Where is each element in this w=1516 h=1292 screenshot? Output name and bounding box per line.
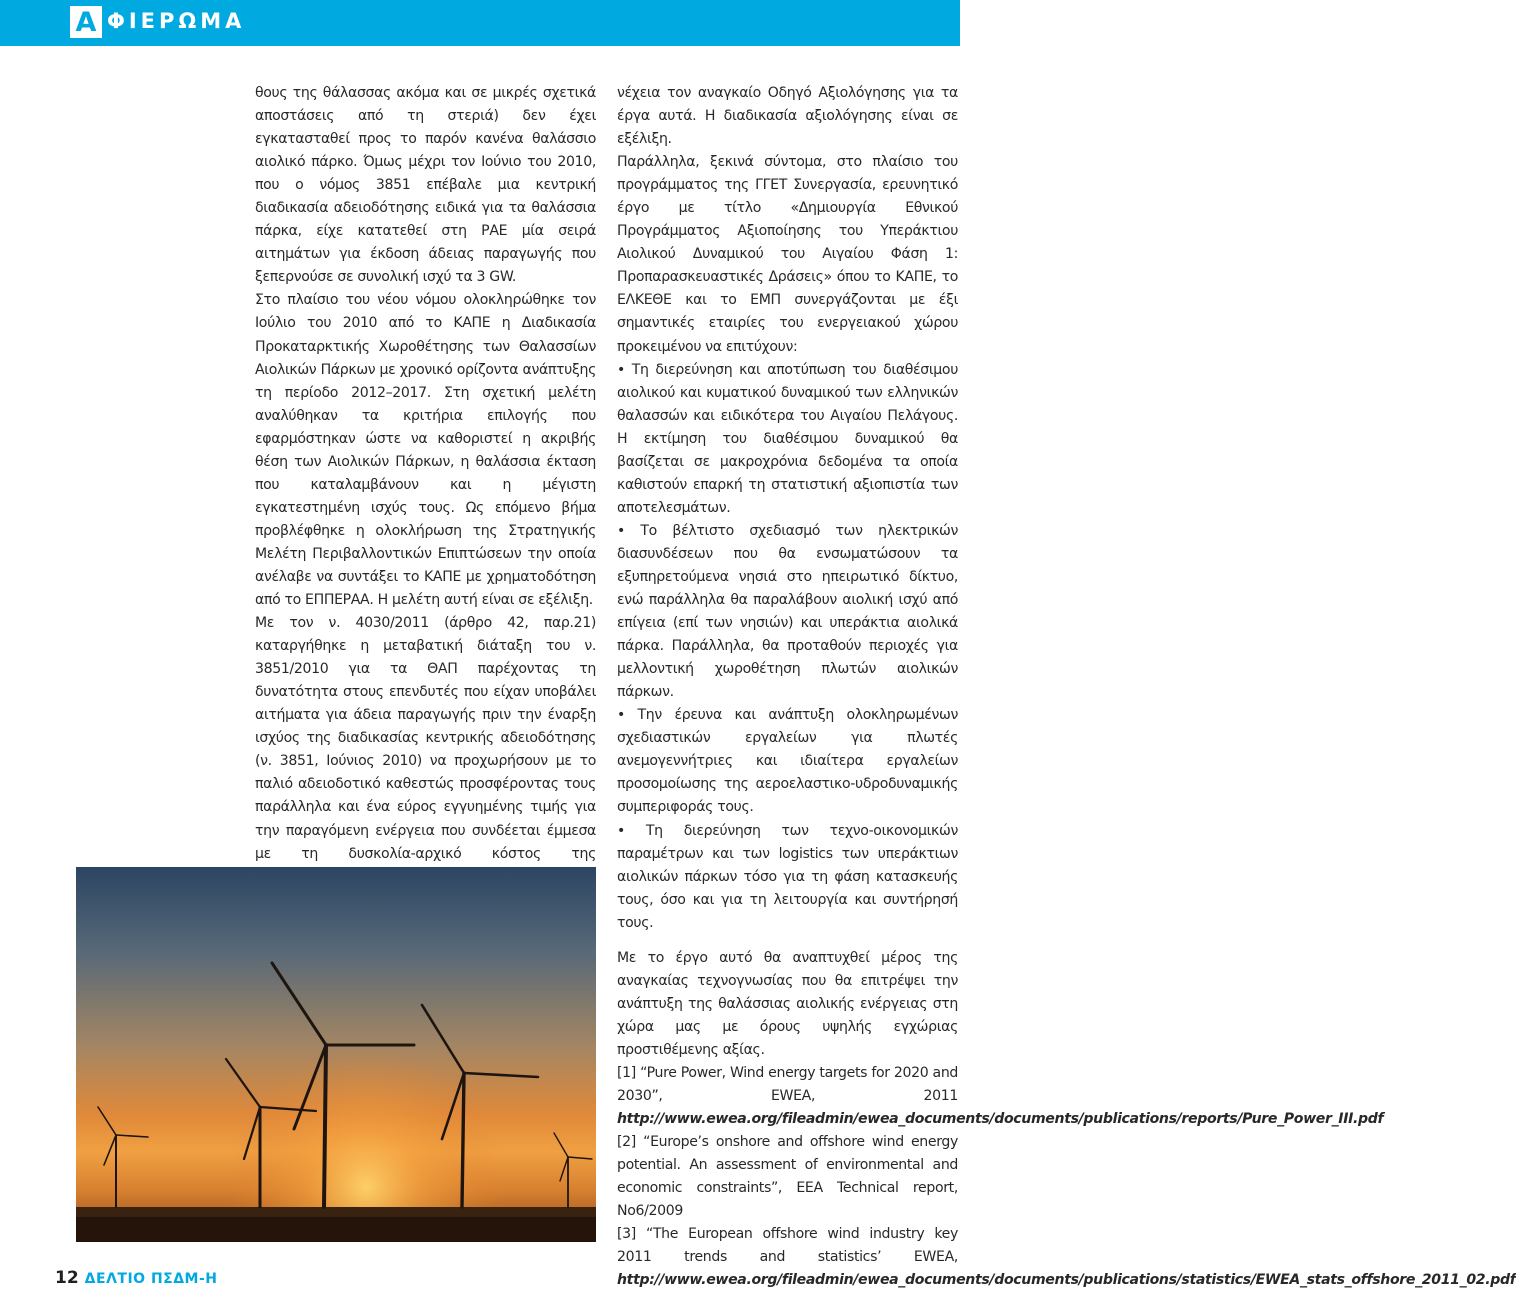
paragraph: Στο πλαίσιο του νέου νόμου ολοκληρώθηκε τον Ιούλιο του 2010 από το ΚΑΠΕ η Διαδικασία Προκαταρκτικής Χωροθέτησης των Θαλασσίων Αιολικών Πάρκων με χρονικό ορίζοντα ανάπτυξης τη περίοδο 2012–2017. Στη σχετική μελέτη αναλύθηκαν τα κριτήρια επιλογής που εφαρμόστηκαν ώστε να καθοριστεί η ακριβής θέση των Αιολικών Πάρκων, η θαλάσσια έκταση που καταλαμβάνουν και η μέγιστη εγκατεστημένη ισχύς τους. Ως επόμενο βήμα προβλέφθηκε η ολοκλήρωση της Στρατηγικής Μελέτη Περιβαλλοντικών Επιπτώσεων την οποία ανέλαβε να συντάξει το ΚΑΠΕ με χρηματοδότηση από το ΕΠΠΕΡΑΑ. Η μελέτη αυτή είναι σε εξέλιξη. <box>255 292 596 609</box>
reference-link[interactable]: http://www.ewea.org/fileadmin/ewea_documents/documents/publications/reports/Pure_Power_III.pdf <box>617 1111 1384 1128</box>
bullet-item: • Τη διερεύνηση και αποτύπωση του διαθέσιμου αιολικού και κυματικού δυναμικού των ελληνικών θαλασσών και ειδικότερα του Αιγαίου Πελάγους. Η εκτίμηση του διαθέσιμου δυναμικού θα βασίζεται σε μακροχρόνια δεδομένα τα οποία καθιστούν επαρκή τη στατιστική αξιοπιστία των αποτελεσμάτων. <box>617 361 958 516</box>
reference-1 <box>617 1062 1384 1131</box>
reference-text: [1] “Pure Power, Wind energy targets for 2020 and 2030”, EWEA, 2011 <box>617 1064 958 1105</box>
paragraph: θους της θάλασσας ακόμα και σε μικρές σχετικά αποστάσεις από τη στεριά) δεν έχει εγκατασταθεί προς το παρόν κανένα θαλάσσιο αιολικό πάρκο. Όμως μέχρι τον Ιούνιο του 2010, που ο νόμος 3851 επέβαλε μια κεντρική διαδικασία αδειοδότησης ειδικά για τα θαλάσσια πάρκα, είχε κατατεθεί στη ΡΑΕ μία σειρά αιτημάτων για έκδοση άδειας παραγωγής που ξεπερνούσε σε συνολική ισχύ τα 3 GW. <box>255 85 596 286</box>
closing-paragraph: Με το έργο αυτό θα αναπτυχθεί μέρος της αναγκαίας τεχνογνωσίας που θα επιτρέψει την ανάπτυξη της θαλάσσιας αιολικής ενέργειας στη χώρα μας με όρους υψηλής εγχώριας προστιθέμενης αξίας. <box>617 949 958 1058</box>
header-title: ΦΙΕΡΩΜΑ <box>107 9 246 33</box>
article-column-middle <box>255 82 596 912</box>
reference-text: [3] “The European offshore wind industry key 2011 trends and statistics’ EWEA, <box>617 1226 958 1266</box>
page-footer <box>55 1268 218 1288</box>
header-initial-box <box>70 6 102 38</box>
article-column-right <box>617 82 1516 1292</box>
wind-turbines-sunset-photo <box>76 867 596 1242</box>
publication-title: ΔΕΛΤΙΟ ΠΣΔΜ-Η <box>84 1271 218 1287</box>
paragraph: Με τον ν. 4030/2011 (άρθρο 42, παρ.21) καταργήθηκε η μεταβατική διάταξη του ν. 3851/2010 για τα ΘΑΠ παρέχοντας τη δυνατότητα στους επενδυτές που είχαν υποβάλει αιτήματα για άδεια παραγωγής πριν την έναρξη ισχύος της διαδικασίας κεντρικής αδειοδότησης (ν. 3851, Ιούνιος 2010) να προχωρήσουν με το παλιό αδειοδοτικό καθεστώς προσφέροντας τους παράλληλα και ένα εύρος εγγυημένης τιμής για την παραγόμενη ενέργεια που συνδέεται έμμεσα με τη δυσκολία-αρχικό κόστος της <box>255 615 596 862</box>
page-number: 12 <box>55 1268 79 1288</box>
bullet-item: • Την έρευνα και ανάπτυξη ολοκληρωμένων σχεδιαστικών εργαλείων για πλωτές ανεμογεννήτριες και ιδιαίτερα εργαλείων προσομοίωσης της αεροελαστικο-υδροδυναμικής συμπεριφοράς τους. <box>617 707 958 816</box>
paragraph: νέχεια τον αναγκαίο Οδηγό Αξιολόγησης για τα έργα αυτά. Η διαδικασία αξιολόγησης είναι σε εξέλιξη. <box>617 85 958 148</box>
reference-link[interactable]: http://www.ewea.org/fileadmin/ewea_documents/documents/publications/statistics/EWEA_stats_offshore_2011_02.pdf <box>617 1272 1516 1289</box>
bullet-item: • Το βέλτιστο σχεδιασμό των ηλεκτρικών διασυνδέσεων που θα ενσωματώσουν τα εξυπηρετούμενα νησιά στο ηπειρωτικό δίκτυο, ενώ παράλληλα θα παραλάβουν αιολική ισχύ από επίγεια (επί των νησιών) και υπεράκτια αιολικά πάρκα. Παράλληλα, θα προταθούν περιοχές για μελλοντική χωροθέτηση πλωτών αιολικών πάρκων. <box>617 522 958 701</box>
section-header <box>0 0 960 46</box>
reference-2 <box>617 1131 958 1223</box>
header-initial: Α <box>75 6 97 38</box>
paragraph: Παράλληλα, ξεκινά σύντομα, στο πλαίσιο του προγράμματος της ΓΓΕΤ Συνεργασία, ερευνητικό έργο με τίτλο «Δημιουργία Εθνικού Προγράμματος Αξιοποίησης του Υπεράκτιου Αιολικού Δυναμικού του Αιγαίου Φάση 1: Προπαρασκευαστικές Δράσεις» όπου το ΚΑΠΕ, το ΕΛΚΕΘΕ και το ΕΜΠ συνεργάζονται με έξι σημαντικές εταιρίες του ενεργειακού χώρου προκειμένου να επιτύχουν: <box>617 154 958 355</box>
reference-3 <box>617 1223 1516 1292</box>
bullet-item: • Τη διερεύνηση των τεχνο-οικονομικών παραμέτρων και των logistics των υπεράκτιων αιολικών πάρκων τόσο για τη φάση κατασκευής τους, όσο και για τη λειτουργία και συντήρησή τους. <box>617 822 958 931</box>
reference-text: [2] “Europe’s onshore and offshore wind energy potential. An assessment of environmental and economic constraints”, EEA Technical report, Νο6/2009 <box>617 1134 958 1220</box>
